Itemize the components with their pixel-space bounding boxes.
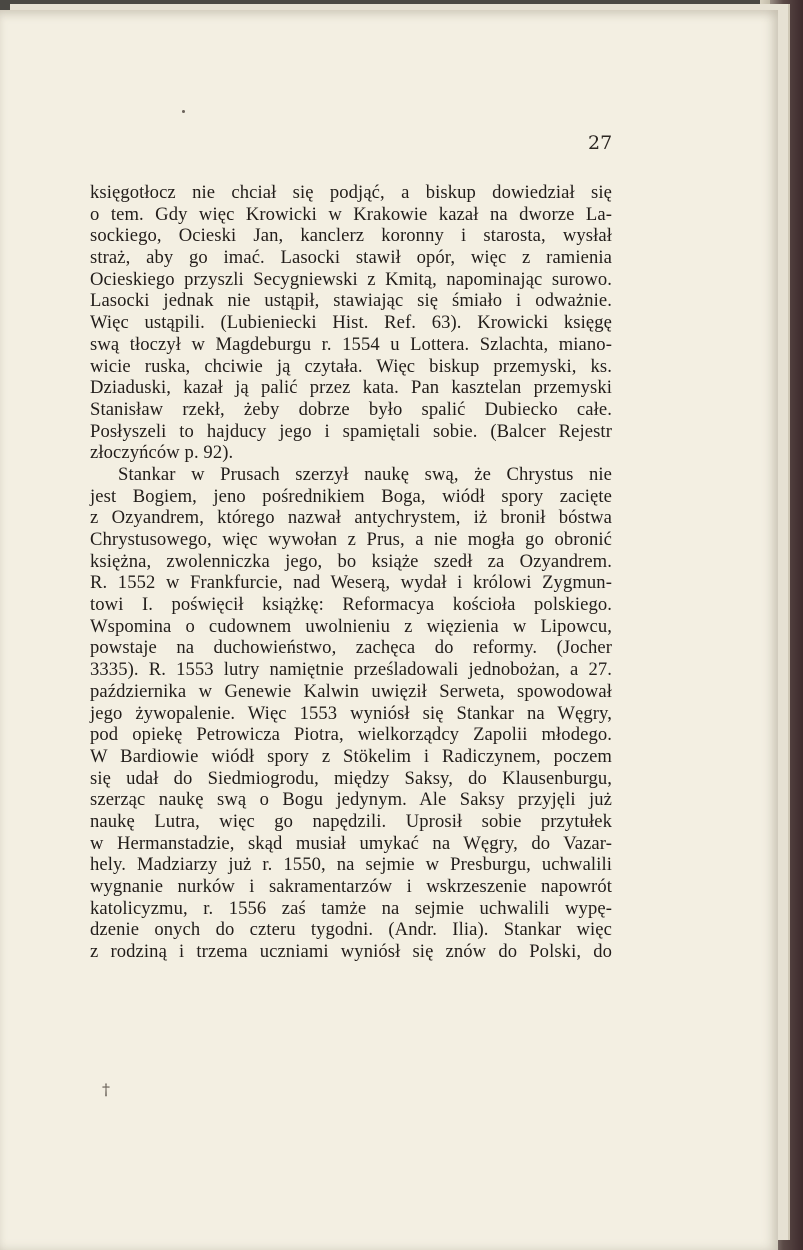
text-line: sockiego, Ocieski Jan, kanclerz koronny i starosta, wysłał (90, 225, 612, 247)
text-line: dzenie onych do czteru tygodni. (Andr. Ilia). Stankar więc (90, 919, 612, 941)
text-line: się udał do Siedmiogrodu, między Saksy, do Klausenburgu, (90, 767, 612, 789)
text-line: szerząc naukę swą o Bogu jedynym. Ale Saksy przyjęli już (90, 789, 612, 811)
body-text (90, 182, 612, 963)
text-line: Dziaduski, kazał ją palić przez kata. Pan kasztelan przemyski (90, 377, 612, 399)
text-line: W Bardiowie wiódł spory z Stökelim i Radiczynem, poczem (90, 745, 612, 767)
text-line: księgotłocz nie chciał się podjąć, a biskup dowiedział się (90, 182, 612, 203)
text-line: Ocieskiego przyszli Secygniewski z Kmitą, napominając surowo. (90, 268, 612, 290)
text-line: Stanisław rzekł, żeby dobrze było spalić Dubiecko całe. (90, 398, 612, 420)
text-line: powstaje na duchowieństwo, zachęca do reformy. (Jocher (90, 637, 612, 659)
text-line: pod opiekę Petrowicza Piotra, wielkorządcy Zapolii młodego. (90, 724, 612, 746)
text-line: z Ozyandrem, którego nazwał antychrystem, iż bronił bóstwa (90, 507, 612, 529)
paragraph-2 (90, 464, 612, 963)
text-line: z rodziną i trzema uczniami wyniósł się znów do Polski, do (90, 941, 612, 963)
text-line: Posłyszeli to hajducy jego i spamiętali sobie. (Balcer Rejestr (90, 420, 612, 442)
paragraph-1 (90, 182, 612, 464)
text-line: swą tłoczył w Magdeburgu r. 1554 u Lottera. Szlachta, miano- (90, 333, 612, 355)
text-line: Wspomina o cudownem uwolnieniu z więzienia w Lipowcu, (90, 615, 612, 637)
text-line: wygnanie nurków i sakramentarzów i wskrzeszenie napowrót (90, 876, 612, 897)
page-sheet (0, 10, 778, 1250)
page-number: 27 (588, 132, 613, 154)
text-line: złoczyńców p. 92). (90, 442, 234, 464)
text-line: jest Bogiem, jeno pośrednikiem Boga, wiódł spory zacięte (90, 485, 612, 507)
text-line: jego żywopalenie. Więc 1553 wyniósł się Stankar na Węgry, (90, 702, 612, 724)
text-line: Więc ustąpili. (Lubieniecki Hist. Ref. 63). Krowicki księgę (90, 312, 612, 334)
text-line: hely. Madziarzy już r. 1550, na sejmie w Presburgu, uchwalili (90, 854, 612, 876)
margin-mark: † (102, 1080, 110, 1099)
text-line: o tem. Gdy więc Krowicki w Krakowie kazał na dworze La- (90, 203, 612, 225)
text-line: naukę Lutra, więc go napędzili. Uprosił sobie przytułek (90, 810, 612, 832)
text-line: R. 1552 w Frankfurcie, nad Weserą, wydał i królowi Zygmun- (90, 572, 612, 594)
text-line: października w Genewie Kalwin uwięził Serweta, spowodował (90, 680, 612, 702)
text-line: w Hermanstadzie, skąd musiał umykać na Węgry, do Vazar- (90, 832, 612, 854)
text-line: 3335). R. 1553 lutry namiętnie prześladowali jednobożan, a 27. (90, 659, 612, 681)
text-line: księżna, zwolenniczka jego, bo książe szedł za Ozyandrem. (90, 550, 612, 572)
text-line: straż, aby go imać. Lasocki stawił opór, więc z ramienia (90, 247, 612, 269)
text-line: Chrystusowego, więc wywołan z Prus, a nie mogła go obronić (90, 529, 612, 550)
text-line: katolicyzmu, r. 1556 zaś tamże na sejmie uchwalili wypę- (90, 897, 612, 919)
text-line: wicie ruska, chciwie ją czytała. Więc biskup przemyski, ks. (90, 355, 612, 377)
text-line: towi I. poświęcił książkę: Reformacya kościoła polskiego. (90, 594, 612, 616)
ink-speck (182, 110, 185, 113)
text-line: Stankar w Prusach szerzył naukę swą, że Chrystus nie (118, 463, 612, 485)
text-line: Lasocki jednak nie ustąpił, stawiając się śmiało i odważnie. (90, 290, 612, 312)
